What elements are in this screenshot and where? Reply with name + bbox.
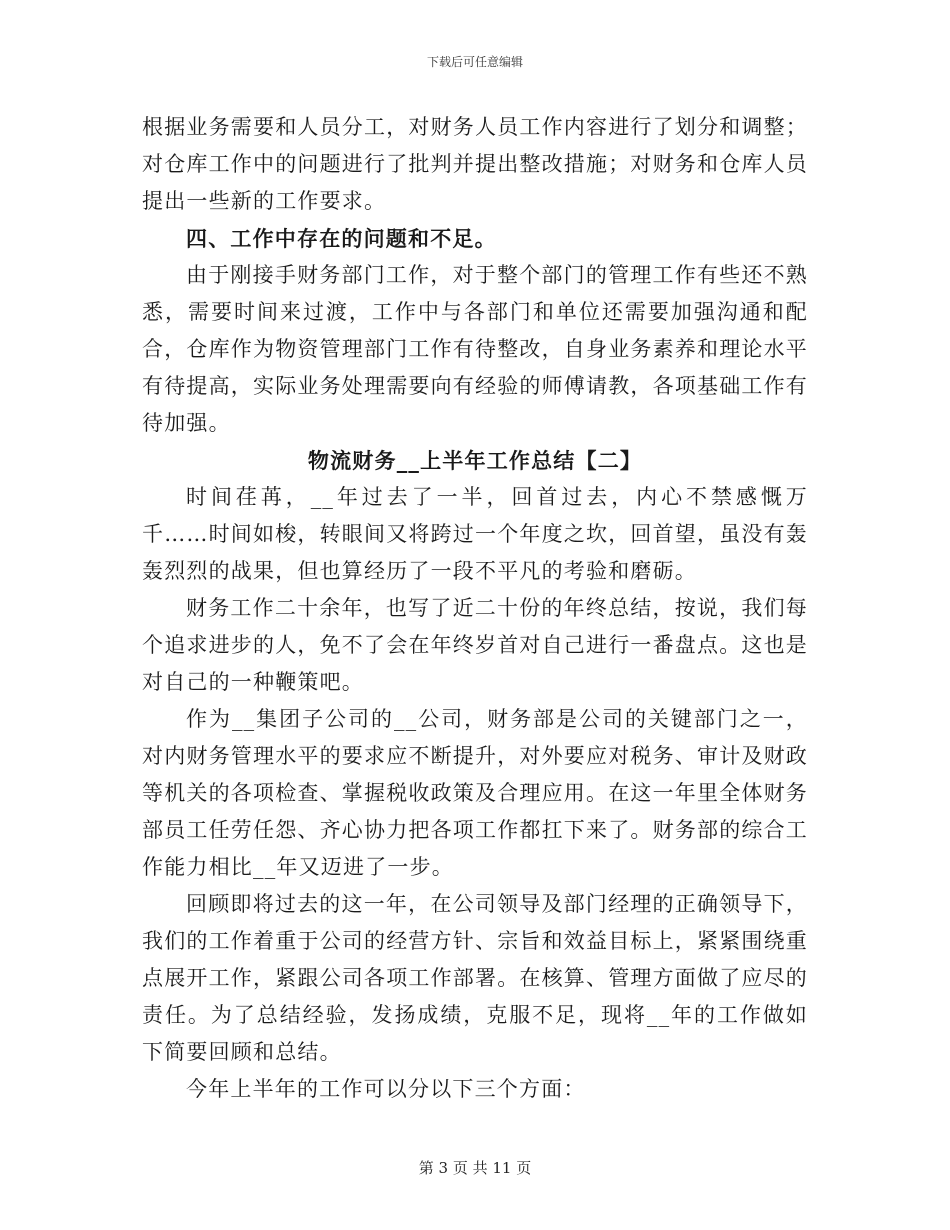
paragraph-review: 回顾即将过去的这一年，在公司领导及部门经理的正确领导下，我们的工作着重于公司的经营方针、宗旨和效益目标上，紧紧围绕重点展开工作，紧跟公司各项工作部署。在核算、管理方面做了应尽的责任。为了总结经验，发扬成绩，克服不足，现将__年的工作做如下简要回顾和总结。 xyxy=(142,892,808,1064)
page-header-note: 下载后可任意编辑 xyxy=(426,55,523,69)
paragraph-twenty-years: 财务工作二十余年，也写了近二十份的年终总结，按说，我们每个追求进步的人，免不了会在年终岁首对自己进行一番盘点。这也是对自己的一种鞭策吧。 xyxy=(142,596,808,694)
page-number-footer: 第 3 页 共 11 页 xyxy=(418,1159,532,1177)
paragraph-problems: 由于刚接手财务部门工作，对于整个部门的管理工作有些还不熟悉，需要时间来过渡，工作中与各部门和单位还需要加强沟通和配合，仓库作为物资管理部门工作有待整改，自身业务素养和理论水平有待提高，实际业务处理需要向有经验的师傅请教，各项基础工作有待加强。 xyxy=(142,263,808,435)
document-body xyxy=(142,109,808,1108)
paragraph-staff-division: 根据业务需要和人员分工，对财务人员工作内容进行了划分和调整；对仓库工作中的问题进行了批判并提出整改措施；对财务和仓库人员提出一些新的工作要求。 xyxy=(142,115,808,213)
section-heading-problems: 四、工作中存在的问题和不足。 xyxy=(186,226,497,251)
paragraph-three-aspects: 今年上半年的工作可以分以下三个方面： xyxy=(186,1077,586,1101)
paragraph-time-passes: 时间荏苒，__年过去了一半，回首过去，内心不禁感慨万千……时间如梭，转眼间又将跨过一个年度之坎，回首望，虽没有轰轰烈烈的战果，但也算经历了一段不平凡的考验和磨砺。 xyxy=(142,485,808,583)
paragraph-finance-department: 作为__集团子公司的__公司，财务部是公司的关键部门之一，对内财务管理水平的要求应不断提升，对外要应对税务、审计及财政等机关的各项检查、掌握税收政策及合理应用。在这一年里全体财务部员工任劳任怨、齐心协力把各项工作都扛下来了。财务部的综合工作能力相比__年又迈进了一步。 xyxy=(142,707,808,879)
document-title-part-two: 物流财务__上半年工作总结【二】 xyxy=(307,448,643,473)
